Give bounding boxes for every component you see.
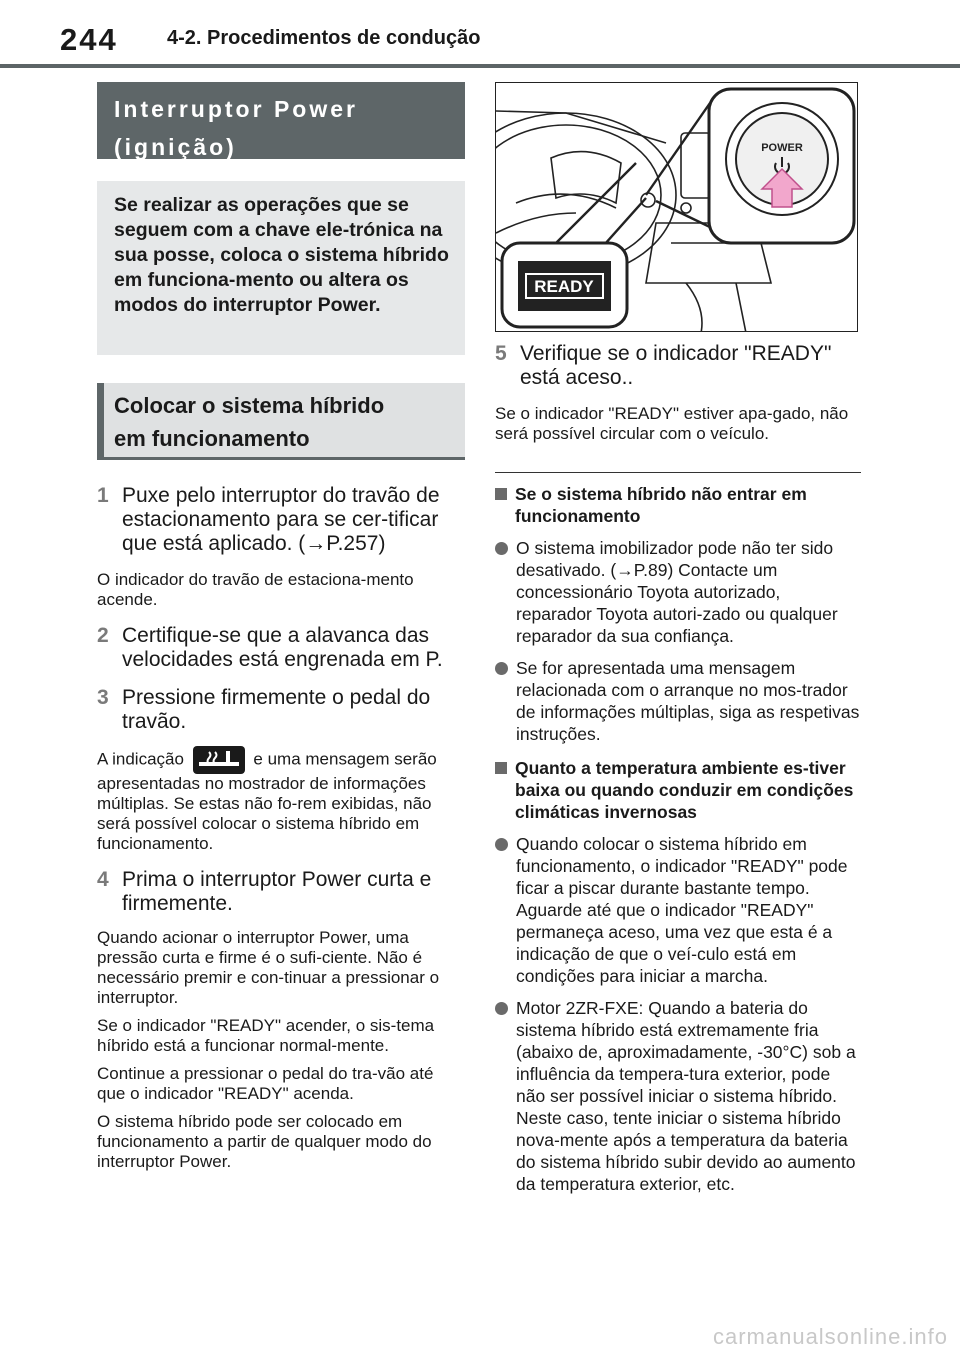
step-4 (97, 868, 465, 916)
step-4-note-a: Quando acionar o interruptor Power, uma pressão curta e firme é o sufi-ciente. Não é necessário premir e con-tinuar a pressionar o interruptor. (97, 928, 440, 1007)
page-number: 244 (60, 22, 118, 57)
step-number: 2 (97, 624, 109, 647)
info-bullet-text: Motor 2ZR-FXE: Quando a bateria do sistema híbrido está extremamente fria (abaixo de, aproximadamente, -30°C) sob a influência da tempera-tura exterior, pode não ser possível iniciar o sistema híbrido. Neste caso, tente iniciar o sistema híbrido nova-mente após a temperatura da bateria do sistema híbrido subir devido ao aumento da temperatura exterior, etc. (516, 998, 856, 1194)
step-4-note-b: Se o indicador "READY" acender, o sis-tema híbrido está a funcionar normal-mente. (97, 1016, 435, 1055)
watermark: carmanualsonline.info (712, 1324, 948, 1349)
header-rule (0, 64, 960, 68)
left-column (97, 82, 465, 1172)
step-1 (97, 484, 465, 556)
step-1-note: O indicador do travão de estaciona-mento acende. (97, 570, 414, 609)
step-4-note-d: O sistema híbrido pode ser colocado em funcionamento a partir de qualquer modo do interruptor Power. (97, 1112, 432, 1171)
info-bullet (495, 537, 861, 647)
step-3-note (97, 746, 465, 854)
brake-warning-indicator-icon (193, 746, 245, 774)
step-4-note-c: Continue a pressionar o pedal do tra-vão até que o indicador "READY" acenda. (97, 1064, 434, 1103)
square-bullet-icon (495, 762, 507, 774)
step-number: 1 (97, 484, 109, 507)
step-number: 5 (495, 342, 507, 365)
step-number: 4 (97, 868, 109, 891)
power-button-label: POWER (761, 142, 803, 154)
round-bullet-icon (495, 838, 508, 851)
step-3 (97, 686, 465, 734)
section-title (97, 82, 465, 159)
step-text: Puxe pelo interruptor do travão de estacionamento para se cer-tificar que está aplicado. (→P.257) (122, 484, 440, 555)
info-bullet (495, 997, 861, 1195)
step-3-note-body: e uma mensagem serão apresentadas no mostrador de informações múltiplas. Se estas não fo-rem exibidas, não será possível colocar o sistema híbrido em funcionamento. (97, 749, 437, 853)
right-column (495, 82, 861, 1195)
info-bullet (495, 657, 861, 745)
round-bullet-icon (495, 662, 508, 675)
info-bullet-text: Se for apresentada uma mensagem relacionada com o arranque no mos-trador de informações múltiplas, siga as respetivas instruções. (516, 658, 860, 744)
info-heading-text: Se o sistema híbrido não entrar em funcionamento (515, 484, 807, 526)
dashboard-drawing (496, 83, 858, 332)
info-bullet-text: Quando colocar o sistema híbrido em funcionamento, o indicador "READY" pode ficar a piscar durante bastante tempo. Aguarde até que o indicador "READY" permaneça aceso, uma vez que esta é a indicação de que o veí-culo está em condições para iniciar a marcha. (516, 834, 848, 986)
subsection-title-line1: Colocar o sistema híbrido (114, 393, 385, 418)
subsection-title-line2: em funcionamento (114, 426, 310, 451)
info-heading-1 (495, 483, 861, 527)
section-title-line1: Interruptor Power (114, 96, 358, 122)
step-text: Certifique-se que a alavanca das velocidades está engrenada em P. (122, 624, 443, 671)
chapter-title: 4-2. Procedimentos de condução (167, 27, 481, 49)
info-heading-2 (495, 757, 861, 823)
step-3-note-lead: A indicação (97, 749, 184, 769)
step-5 (495, 342, 861, 390)
step-text: Verifique se o indicador "READY" está aceso.. (520, 342, 832, 389)
section-divider (495, 472, 861, 473)
step-text: Pressione firmemente o pedal do travão. (122, 686, 431, 733)
step-2 (97, 624, 465, 672)
round-bullet-icon (495, 1002, 508, 1015)
step-text: Prima o interruptor Power curta e firmemente. (122, 868, 432, 915)
info-bullet-text: O sistema imobilizador pode não ter sido desativado. (→P.89) Contacte um concessionário Toyota autorizado, reparador Toyota autori-zado ou qualquer reparador da sua confiança. (516, 538, 838, 646)
round-bullet-icon (495, 542, 508, 555)
info-bullet (495, 833, 861, 987)
section-intro: Se realizar as operações que se seguem com a chave ele-trónica na sua posse, coloca o sistema híbrido em funciona-mento ou altera os modos do interruptor Power. (97, 181, 465, 355)
square-bullet-icon (495, 488, 507, 500)
ready-indicator-label: READY (534, 277, 594, 296)
dashboard-illustration (495, 82, 858, 332)
info-heading-text: Quanto a temperatura ambiente es-tiver baixa ou quando conduzir em condições climáticas invernosas (515, 758, 854, 822)
step-5-note: Se o indicador "READY" estiver apa-gado, não será possível circular com o veículo. (495, 404, 849, 443)
subsection-heading (97, 383, 465, 460)
step-number: 3 (97, 686, 109, 709)
section-title-line2: (ignição) (114, 134, 237, 160)
